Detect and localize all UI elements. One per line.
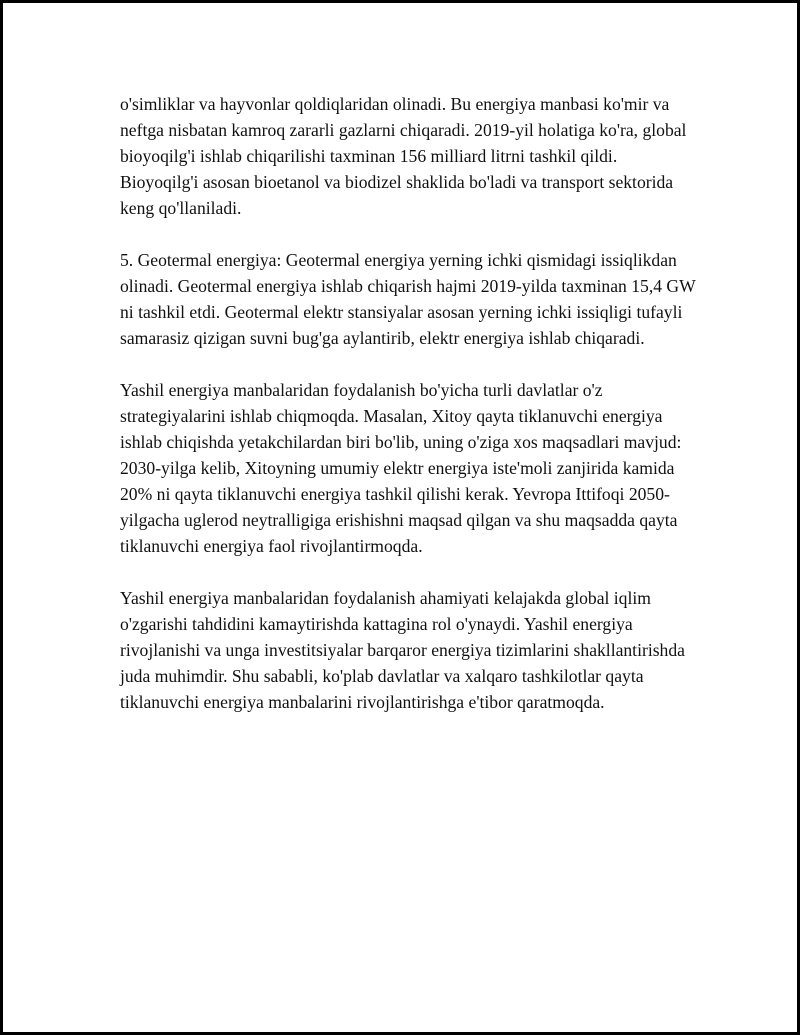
paragraph-country-strategies: Yashil energiya manbalaridan foydalanish bo'yicha turli davlatlar o'z strategiyalarini ishlab chiqmoqda. Masalan, Xitoy qayta tiklanuvchi energiya ishlab chiqishda yetakchilardan biri bo'lib, uning o'ziga xos maqsadlari mavjud: 2030-yilga kelib, Xitoyning umumiy elektr energiya iste'moli zanjirida kamida 20% ni qayta tiklanuvchi energiya tashkil qilishi kerak. Yevropa Ittifoqi 2050-yilgacha uglerod neytralligiga erishishni maqsad qilgan va shu maqsadda qayta tiklanuvchi energiya faol rivojlantirmoqda. (120, 380, 682, 556)
document-body (120, 91, 700, 741)
paragraph-importance: Yashil energiya manbalaridan foydalanish ahamiyati kelajakda global iqlim o'zgarishi tahdidini kamaytirishda kattagina rol o'ynaydi. Yashil energiya rivojlanishi va unga investitsiyalar barqaror energiya tizimlarini shakllantirishda juda muhimdir. Shu sababli, ko'plab davlatlar va xalqaro tashkilotlar qayta tiklanuvchi energiya manbalarini rivojlantirishga e'tibor qaratmoqda. (120, 588, 685, 712)
paragraph-bioenergy-continuation: o'simliklar va hayvonlar qoldiqlaridan olinadi. Bu energiya manbasi ko'mir va neftga nisbatan kamroq zararli gazlarni chiqaradi. 2019-yil holatiga ko'ra, global bioyoqilg'i ishlab chiqarilishi taxminan 156 milliard litrni tashkil qildi. Bioyoqilg'i asosan bioetanol va biodizel shaklida bo'ladi va transport sektorida keng qo'llaniladi. (120, 94, 687, 218)
paragraph-geothermal-energy: 5. Geotermal energiya: Geotermal energiya yerning ichki qismidagi issiqlikdan olinadi. Geotermal energiya ishlab chiqarish hajmi 2019-yilda taxminan 15,4 GW ni tashkil etdi. Geotermal elektr stansiyalar asosan yerning ichki issiqligi tufayli samarasiz qizigan suvni bug'ga aylantirib, elektr energiya ishlab chiqaradi. (120, 250, 696, 348)
